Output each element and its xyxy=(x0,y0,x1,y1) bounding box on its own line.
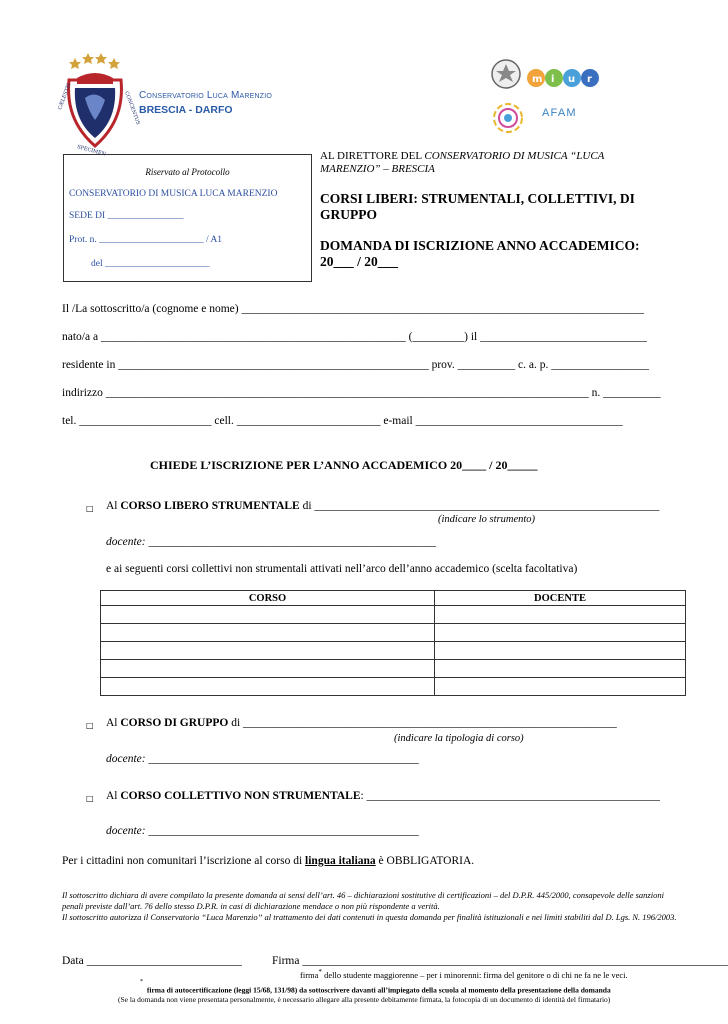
language-note-emphasis: lingua italiana xyxy=(305,855,376,867)
svg-text:CONCENTUS: CONCENTUS xyxy=(123,90,141,126)
svg-text:u: u xyxy=(568,74,576,85)
form-subtitle xyxy=(320,238,680,270)
self-certification-text: firma di autocertificazione (leggi 15/68, 131/98) da sottoscrivere davanti all’impiegato della scuola al momento della presentazione della domanda xyxy=(146,985,611,995)
instrument-field[interactable]: di ____________________________________________________________ xyxy=(299,500,660,512)
table-row xyxy=(101,606,686,624)
option3-label: CORSO COLLETTIVO NON STRUMENTALE xyxy=(120,790,361,802)
protocol-conservatory: CONSERVATORIO DI MUSICA LUCA MARENZIO xyxy=(69,189,278,199)
residence-field[interactable]: residente in ______________________________________________________ prov. __________ c. a. p. _________________ xyxy=(62,359,649,371)
table-cell[interactable] xyxy=(101,660,435,678)
checkbox-corso-libero[interactable]: □ xyxy=(86,504,94,513)
request-heading: CHIEDE L’ISCRIZIONE PER L’ANNO ACCADEMICO 20____ / 20_____ xyxy=(150,458,538,472)
addressee-prefix: AL DIRETTORE DEL xyxy=(320,150,425,162)
option3-teacher-field[interactable]: docente: _______________________________________________ xyxy=(106,825,419,837)
signature-note-word: firma xyxy=(300,969,319,980)
signature-field[interactable]: Firma __________________________________________________________________________ xyxy=(272,955,728,967)
column-header-docente: DOCENTE xyxy=(435,591,686,606)
date-field[interactable]: Data ___________________________ xyxy=(62,955,242,967)
birth-field[interactable]: nato/a a _____________________________________________________ (_________) il _____________________________ xyxy=(62,331,647,343)
svg-text:r: r xyxy=(587,74,592,85)
addressee-city: MARENZIO” – BRESCIA xyxy=(320,163,435,175)
table-header-row xyxy=(101,591,686,606)
table-cell[interactable] xyxy=(435,606,686,624)
table-cell[interactable] xyxy=(435,624,686,642)
institution-city: BRESCIA - DARFO xyxy=(139,104,233,116)
protocol-box xyxy=(63,154,312,282)
address-field[interactable]: indirizzo ____________________________________________________________________________________ n. __________ xyxy=(62,387,661,399)
protocol-date[interactable]: del ______________________ xyxy=(91,259,210,269)
self-certification-note xyxy=(140,978,611,995)
option-corso-gruppo xyxy=(106,717,617,729)
table-cell[interactable] xyxy=(101,678,435,696)
language-note-before: Per i cittadini non comunitari l’iscrizione al corso di xyxy=(62,855,306,867)
svg-text:SPECIMEN: SPECIMEN xyxy=(76,144,107,158)
option1-teacher-field[interactable]: docente: __________________________________________________ xyxy=(106,536,436,548)
signature-note-star: * xyxy=(318,968,322,976)
group-type-hint: (indicare la tipologia di corso) xyxy=(394,733,524,744)
checkbox-corso-collettivo[interactable]: □ xyxy=(86,794,94,803)
institution-name: Conservatorio Luca Marenzio xyxy=(139,90,273,101)
svg-text:i: i xyxy=(551,74,555,85)
protocol-title: Riservato al Protocollo xyxy=(145,167,230,177)
legal-declaration: Il sottoscritto dichiara di avere compilato la presente domanda ai sensi dell’art. 46 – dichiarazioni sostitutive di certificazioni – del D.P.R. 445/2000, consapevole delle sanzioni penali previste dall’art. 76 dello stesso D.P.R. in casi di dichiarazione mendace o non più rispondente a verità. xyxy=(62,890,664,911)
id-copy-note: (Se la domanda non viene presentata personalmente, è necessario allegare alla presente debitamente firmata, la fotocopia di un documento di identità del firmatario) xyxy=(118,995,611,1004)
svg-text:m: m xyxy=(532,74,543,85)
table-row xyxy=(101,678,686,696)
table-cell[interactable] xyxy=(101,624,435,642)
language-note xyxy=(62,855,474,867)
table-row xyxy=(101,624,686,642)
option1-prefix: Al xyxy=(106,500,121,512)
form-title-line1: CORSI LIBERI: STRUMENTALI, COLLETTIVI, DI xyxy=(320,191,635,206)
checkbox-corso-gruppo[interactable]: □ xyxy=(86,721,94,730)
contact-field[interactable]: tel. _______________________ cell. _________________________ e-mail ____________________________________ xyxy=(62,415,623,427)
language-note-after: è OBBLIGATORIA. xyxy=(375,855,475,867)
ministry-logos-icon xyxy=(488,56,613,136)
conservatory-seal-icon xyxy=(55,50,141,158)
signature-note xyxy=(300,968,628,980)
table-cell[interactable] xyxy=(435,678,686,696)
signature-note-text: dello studente maggiorenne – per i minorenni: firma del genitore o di chi ne fa ne le veci. xyxy=(321,969,628,980)
option3-prefix: Al xyxy=(106,790,121,802)
protocol-sede[interactable]: SEDE DI ________________ xyxy=(69,211,184,221)
form-title xyxy=(320,191,680,223)
option2-label: CORSO DI GRUPPO xyxy=(120,717,229,729)
academic-year-field[interactable]: 20___ / 20___ xyxy=(320,254,399,269)
option2-teacher-field[interactable]: docente: _______________________________________________ xyxy=(106,753,419,765)
option-corso-libero xyxy=(106,500,659,512)
instrument-hint: (indicare lo strumento) xyxy=(438,514,536,525)
table-cell[interactable] xyxy=(435,660,686,678)
addressee xyxy=(320,150,670,176)
column-header-corso: CORSO xyxy=(101,591,435,606)
privacy-consent: Il sottoscritto autorizza il Conservatorio “Luca Marenzio” al trattamento dei dati contenuti in questa domanda per finalità istituzionali e nei limiti stabiliti dal D. Lgs. N. 196/2003. xyxy=(62,912,677,922)
protocol-number[interactable]: Prot. n. ______________________ / A1 xyxy=(69,235,223,245)
addressee-conservatory: CONSERVATORIO DI MUSICA “LUCA xyxy=(424,150,605,162)
option1-label: CORSO LIBERO STRUMENTALE xyxy=(120,500,300,512)
collective-intro: e ai seguenti corsi collettivi non strumentali attivati nell’arco dell’anno accademico (scelta facoltativa) xyxy=(106,563,578,575)
svg-text:CÆLESTIS: CÆLESTIS xyxy=(57,82,73,111)
group-type-field[interactable]: di _________________________________________________________________ xyxy=(228,717,617,729)
collective-courses-table xyxy=(100,590,686,696)
table-cell[interactable] xyxy=(101,642,435,660)
table-row xyxy=(101,660,686,678)
afam-logo-text: AFAM xyxy=(542,107,577,119)
option-corso-collettivo xyxy=(106,790,660,802)
table-row xyxy=(101,642,686,660)
collective-course-field[interactable]: : ___________________________________________________ xyxy=(360,790,660,802)
name-field[interactable]: Il /La sottoscritto/a (cognome e nome) ______________________________________________________________________ xyxy=(62,303,644,315)
form-title-line2: GRUPPO xyxy=(320,207,377,222)
table-cell[interactable] xyxy=(101,606,435,624)
option2-prefix: Al xyxy=(106,717,121,729)
table-cell[interactable] xyxy=(435,642,686,660)
self-certification-star: * xyxy=(140,978,144,985)
form-subtitle-line1: DOMANDA DI ISCRIZIONE ANNO ACCADEMICO: xyxy=(320,238,640,253)
